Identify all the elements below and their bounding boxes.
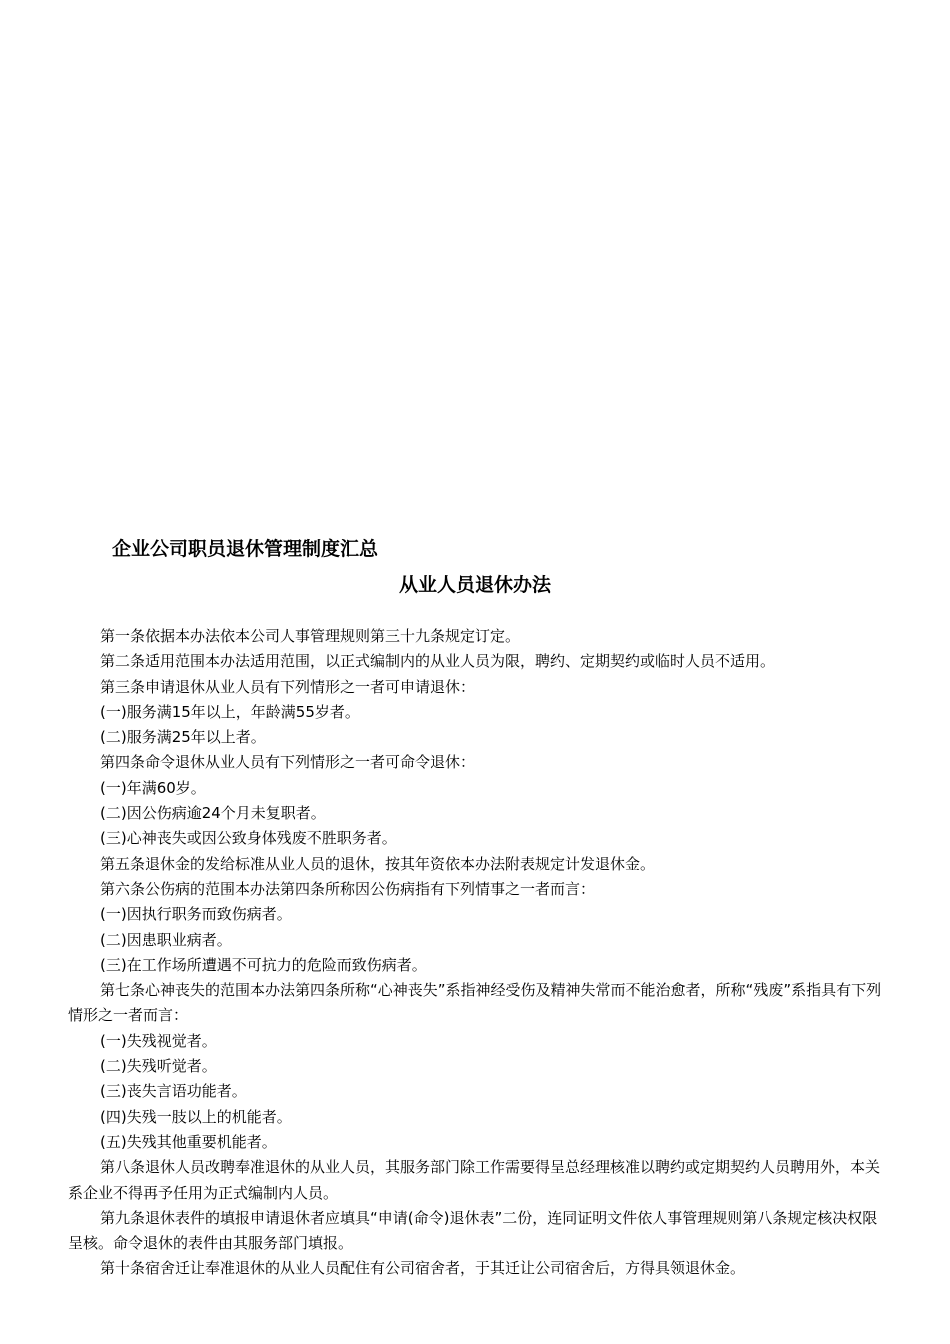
- article-8: 第八条退休人员改聘奉准退休的从业人员，其服务部门除工作需要得呈总经理核准以聘约或定期契约人员聘用外，本关系企业不得再予任用为正式编制内人员。: [68, 1158, 881, 1202]
- article-7: 第七条心神丧失的范围本办法第四条所称“心神丧失”系指神经受伤及精神失常而不能治愈者，所称“残废”系指具有下列情形之一者而言：: [68, 981, 882, 1025]
- article-6-item-3: (三)在工作场所遭遇不可抗力的危险而致伤病者。: [100, 955, 427, 974]
- document-body: [68, 624, 883, 1282]
- article-3-item-2: (二)服务满25年以上者。: [100, 728, 266, 747]
- article-7-item-1: (一)失残视觉者。: [100, 1031, 217, 1050]
- article-6: 第六条公伤病的范围本办法第四条所称因公伤病指有下列情事之一者而言：: [100, 879, 596, 898]
- article-4-item-2: (二)因公伤病逾24个月未复职者。: [100, 804, 326, 823]
- article-3: 第三条申请退休从业人员有下列情形之一者可申请退休：: [100, 677, 476, 696]
- article-6-item-1: (一)因执行职务而致伤病者。: [100, 905, 292, 924]
- article-4-item-1: (一)年满60岁。: [100, 778, 206, 797]
- article-7-item-3: (三)丧失言语功能者。: [100, 1082, 247, 1101]
- article-5: 第五条退休金的发给标准从业人员的退休，按其年资依本办法附表规定计发退休金。: [100, 854, 656, 873]
- document-subtitle: 从业人员退休办法: [398, 574, 551, 596]
- article-10: 第十条宿舍迁让奉准退休的从业人员配住有公司宿舍者，于其迁让公司宿舍后，方得具领退休金。: [100, 1259, 746, 1278]
- article-4-item-3: (三)心神丧失或因公致身体残废不胜职务者。: [100, 829, 397, 848]
- article-6-item-2: (二)因患职业病者。: [100, 930, 232, 949]
- article-9: 第九条退休表件的填报申请退休者应填具“申请(命令)退休表”二份，连同证明文件依人事管理规则第八条规定核决权限呈核。命令退休的表件由其服务部门填报。: [68, 1208, 878, 1253]
- article-4: 第四条命令退休从业人员有下列情形之一者可命令退休：: [100, 753, 476, 772]
- article-7-item-5: (五)失残其他重要机能者。: [100, 1132, 277, 1151]
- article-7-item-2: (二)失残听觉者。: [100, 1057, 217, 1076]
- article-7-item-4: (四)失残一肢以上的机能者。: [100, 1107, 292, 1126]
- document-title: 企业公司职员退休管理制度汇总: [112, 538, 379, 560]
- article-1: 第一条依据本办法依本公司人事管理规则第三十九条规定订定。: [100, 627, 521, 645]
- article-2: 第二条适用范围本办法适用范围，以正式编制内的从业人员为限，聘约、定期契约或临时人员不适用。: [100, 652, 776, 671]
- article-3-item-1: (一)服务满15年以上，年龄满55岁者。: [100, 702, 360, 721]
